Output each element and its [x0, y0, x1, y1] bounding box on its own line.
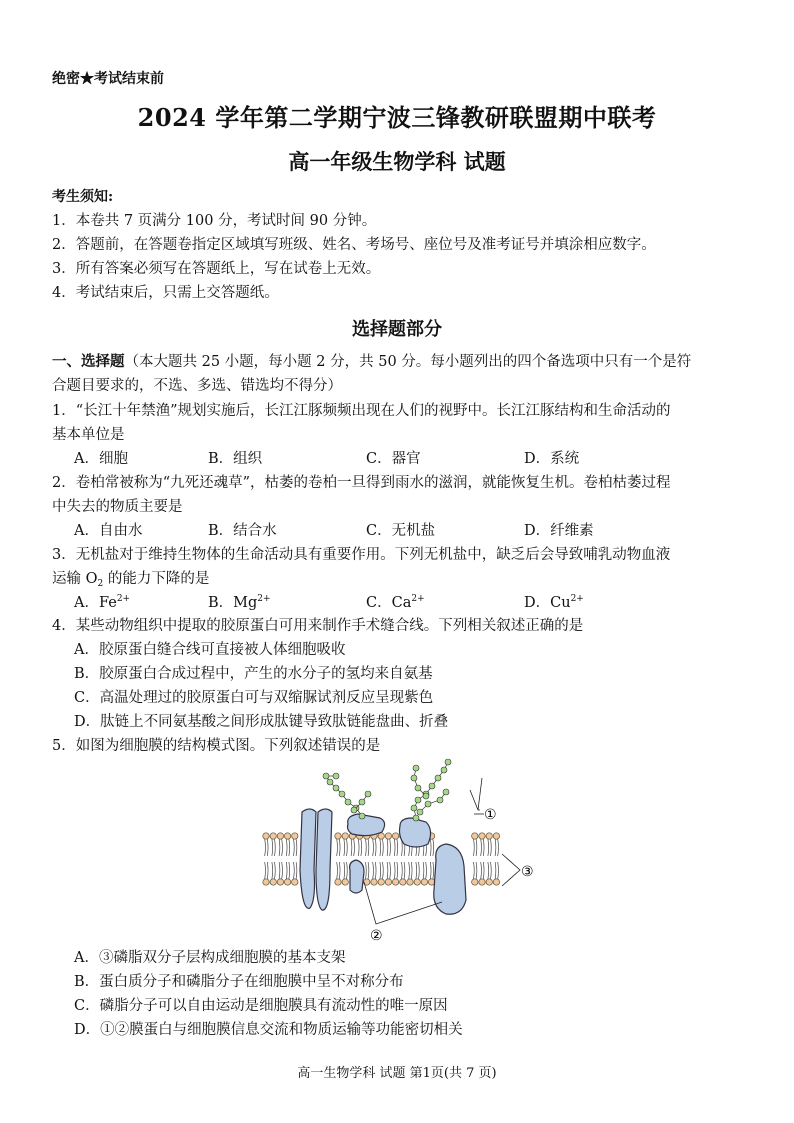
- q3-option-d: [524, 591, 584, 612]
- phospholipid-tail: [416, 862, 417, 879]
- sugar-bead: [333, 773, 339, 779]
- phospholipid-head: [335, 879, 341, 885]
- q1-option-d: D．系统: [524, 451, 580, 467]
- channel-protein-right: [316, 809, 332, 910]
- sugar-bead: [437, 797, 443, 803]
- phospholipid-head: [392, 833, 398, 839]
- q2-option-c: C．无机盐: [366, 523, 436, 539]
- q2-option-b: B．结合水: [208, 523, 277, 539]
- notice-item: 4．考试结束后，只需上交答题纸。: [52, 285, 279, 301]
- phospholipid-tail: [474, 839, 475, 856]
- q1-option-c: C．器官: [366, 451, 421, 467]
- sugar-bead: [423, 793, 429, 799]
- sugar-bead: [333, 785, 339, 791]
- phospholipid-tail: [409, 862, 410, 879]
- embedded-protein-2: [350, 860, 364, 893]
- q5-option-d: D．①②膜蛋白与细胞膜信息交流和物质运输等功能密切相关: [74, 1022, 463, 1038]
- q3-option-a-charge: 2+: [116, 594, 131, 604]
- section-title: 选择题部分: [352, 319, 442, 340]
- phospholipid-tail: [404, 862, 405, 879]
- phospholipid-tail: [397, 862, 398, 879]
- q5-option-c: C．磷脂分子可以自由运动是细胞膜具有流动性的唯一原因: [74, 998, 448, 1014]
- phospholipid-tail: [498, 862, 499, 879]
- phospholipid-tail: [394, 839, 395, 856]
- sugar-bead: [411, 805, 417, 811]
- phospholipid-tail: [483, 839, 484, 856]
- q3-option-a: [74, 591, 130, 612]
- phospholipid-tail: [344, 839, 345, 856]
- phospholipid-tail: [294, 862, 295, 879]
- phospholipid-tail: [387, 862, 388, 879]
- label-line-1: [470, 778, 482, 810]
- phospholipid-tail: [433, 839, 434, 856]
- q4-option-a: A．胶原蛋白缝合线可直接被人体细胞吸收: [74, 642, 346, 658]
- notice-heading: 考生须知:: [52, 189, 114, 205]
- phospholipid-tail: [275, 862, 276, 879]
- phospholipid-head: [270, 833, 276, 839]
- phospholipid-tail: [366, 839, 367, 856]
- cell-membrane-diagram: [250, 750, 550, 945]
- glycocalyx-chains: [323, 759, 451, 821]
- exam-subtitle: 高一年级生物学科 试题: [288, 149, 506, 174]
- phospholipid-head: [486, 833, 492, 839]
- q3-option-b-label: B．Mg: [208, 595, 258, 611]
- phospholipid-tail: [347, 862, 348, 879]
- phospholipid-tail: [337, 862, 338, 879]
- secret-label: 绝密★考试结束前: [52, 71, 164, 87]
- phospholipid-tail: [265, 862, 266, 879]
- part1-instruction: [52, 350, 691, 371]
- phospholipid-tail: [296, 862, 297, 879]
- q2-options: [0, 519, 794, 539]
- notice-item: 2．答题前，在答题卷指定区域填写班级、姓名、考场号、座位号及准考证号并填涂相应数字。: [52, 237, 656, 253]
- q3-option-b-charge: 2+: [257, 594, 271, 604]
- phospholipid-head: [342, 879, 348, 885]
- q2-option-a: A．自由水: [74, 523, 143, 539]
- q3-option-c: [366, 591, 425, 612]
- phospholipid-tail: [358, 839, 359, 856]
- q4-option-b: B．胶原蛋白合成过程中，产生的水分子的氢均来自氨基: [74, 666, 433, 682]
- sugar-bead: [359, 799, 365, 805]
- phospholipid-tail: [380, 839, 381, 856]
- phospholipid-tail: [402, 862, 403, 879]
- phospholipid-tail: [289, 839, 290, 856]
- phospholipid-tail: [368, 839, 369, 856]
- phospholipid-tail: [491, 862, 492, 879]
- q5-option-a: A．③磷脂双分子层构成细胞膜的基本支架: [74, 950, 346, 966]
- phospholipid-head: [284, 833, 290, 839]
- phospholipid-tail: [426, 862, 427, 879]
- q1-option-a: A．细胞: [74, 451, 128, 467]
- q4-option-d: D．肽链上不同氨基酸之间形成肽键导致肽链能盘曲、折叠: [74, 714, 449, 730]
- phospholipid-head: [371, 879, 377, 885]
- q2-stem-cont: 中失去的物质主要是: [52, 499, 183, 515]
- phospholipid-tail: [481, 839, 482, 856]
- q3-option-a-label: A．Fe: [74, 595, 117, 611]
- sugar-bead: [365, 791, 371, 797]
- phospholipid-tail: [272, 839, 273, 856]
- phospholipid-head: [493, 833, 499, 839]
- phospholipid-head: [472, 833, 478, 839]
- phospholipid-tail: [394, 862, 395, 879]
- q5-option-b: B．蛋白质分子和磷脂分子在细胞膜中呈不对称分布: [74, 974, 404, 990]
- phospholipid-tail: [361, 839, 362, 856]
- phospholipid-head: [385, 833, 391, 839]
- phospholipid-tail: [286, 862, 287, 879]
- phospholipid-tail: [383, 862, 384, 879]
- phospholipid-head: [472, 879, 478, 885]
- phospholipid-head: [378, 879, 384, 885]
- phospholipid-tail: [483, 862, 484, 879]
- phospholipid-head: [284, 879, 290, 885]
- phospholipid-tail: [411, 862, 412, 879]
- phospholipid-head: [335, 833, 341, 839]
- phospholipid-tail: [390, 862, 391, 879]
- label-line-2: [364, 882, 442, 924]
- sugar-bead: [413, 765, 419, 771]
- sugar-bead: [359, 813, 365, 819]
- phospholipid-head: [263, 879, 269, 885]
- sugar-bead: [417, 809, 423, 815]
- transmembrane-protein: [434, 844, 466, 914]
- phospholipid-tail: [474, 862, 475, 879]
- q1-options: [0, 447, 794, 467]
- part1-instruction-text: （本大题共 25 小题，每小题 2 分，共 50 分。每小题列出的四个备选项中只有一个是符: [124, 354, 692, 370]
- sugar-bead: [415, 785, 421, 791]
- glycoprotein-left: [348, 814, 385, 836]
- sugar-bead: [327, 779, 333, 785]
- q3-option-b: [208, 591, 271, 612]
- q3-stem-post: 的能力下降的是: [103, 571, 210, 587]
- q3-options: [0, 591, 794, 611]
- phospholipid-tail: [430, 839, 431, 856]
- sugar-bead: [323, 773, 329, 779]
- q3-option-c-label: C．Ca: [366, 595, 412, 611]
- page-footer: 高一生物学科 试题 第1页(共 7 页): [297, 1066, 497, 1081]
- sugar-bead: [425, 801, 431, 807]
- part1-instruction-cont: 合题目要求的，不选、多选、错选均不得分）: [52, 378, 342, 394]
- phospholipid-head: [292, 879, 298, 885]
- phospholipid-tail: [433, 862, 434, 879]
- phospholipid-tail: [289, 862, 290, 879]
- phospholipid-head: [392, 879, 398, 885]
- phospholipid-tail: [275, 839, 276, 856]
- phospholipid-head: [493, 879, 499, 885]
- phospholipid-head: [479, 833, 485, 839]
- exam-title: 2024 学年第二学期宁波三锋教研联盟期中联考: [137, 103, 657, 132]
- phospholipid-tail: [375, 862, 376, 879]
- phospholipid-tail: [498, 839, 499, 856]
- phospholipid-head: [270, 879, 276, 885]
- phospholipid-head: [277, 833, 283, 839]
- figure-label-1: ①: [484, 807, 497, 823]
- phospholipid-head: [342, 833, 348, 839]
- q4-stem: 4．某些动物组织中提取的胶原蛋白可用来制作手术缝合线。下列相关叙述正确的是: [52, 618, 584, 634]
- phospholipid-tail: [476, 839, 477, 856]
- q3-option-d-charge: 2+: [570, 594, 584, 604]
- glycoprotein-right: [400, 818, 431, 847]
- part1-lead: 一、选择题: [52, 353, 125, 370]
- phospholipid-head: [400, 879, 406, 885]
- phospholipid-tail: [488, 839, 489, 856]
- phospholipid-tail: [282, 862, 283, 879]
- phospholipid-head: [486, 879, 492, 885]
- sugar-bead: [435, 775, 441, 781]
- channel-protein-left: [300, 809, 316, 908]
- phospholipid-tail: [339, 839, 340, 856]
- phospholipid-tail: [491, 839, 492, 856]
- phospholipid-tail: [282, 839, 283, 856]
- sugar-bead: [445, 759, 451, 765]
- phospholipid-tail: [351, 839, 352, 856]
- phospholipid-tail: [423, 862, 424, 879]
- phospholipid-tail: [495, 839, 496, 856]
- q3-option-d-label: D．Cu: [524, 595, 571, 611]
- q3-option-c-charge: 2+: [411, 594, 425, 604]
- figure-label-3: ③: [521, 864, 534, 880]
- phospholipid-tail: [296, 839, 297, 856]
- q5-stem: 5．如图为细胞膜的结构模式图。下列叙述错误的是: [52, 738, 381, 754]
- phospholipid-tail: [387, 839, 388, 856]
- notice-item: 1．本卷共 7 页满分 100 分，考试时间 90 分钟。: [52, 213, 377, 229]
- phospholipid-tail: [373, 862, 374, 879]
- q2-stem: 2．卷柏常被称为“九死还魂草”，枯萎的卷柏一旦得到雨水的滋润，就能恢复生机。卷柏枯萎过程: [52, 475, 671, 491]
- phospholipid-tail: [337, 839, 338, 856]
- label-line-3: [502, 854, 520, 886]
- phospholipid-tail: [476, 862, 477, 879]
- q1-stem: 1．“长江十年禁渔”规划实施后，长江江豚频频出现在人们的视野中。长江江豚结构和生命活动的: [52, 403, 671, 419]
- q4-option-c: C．高温处理过的胶原蛋白可与双缩脲试剂反应呈现紫色: [74, 690, 434, 706]
- q2-option-d: D．纤维素: [524, 523, 594, 539]
- phospholipid-tail: [267, 839, 268, 856]
- q3-stem-sub: 2: [97, 579, 104, 589]
- q3-stem-cont: [52, 567, 209, 588]
- sugar-bead: [351, 807, 357, 813]
- phospholipid-tail: [354, 839, 355, 856]
- phospholipid-head: [414, 879, 420, 885]
- phospholipid-outer-layer: [263, 833, 500, 856]
- phospholipid-tail: [419, 862, 420, 879]
- phospholipid-tail: [390, 839, 391, 856]
- phospholipid-tail: [294, 839, 295, 856]
- sugar-bead: [345, 799, 351, 805]
- phospholipid-tail: [339, 862, 340, 879]
- phospholipid-head: [421, 879, 427, 885]
- notice-item: 3．所有答案必须写在答题纸上，写在试卷上无效。: [52, 261, 381, 277]
- phospholipid-head: [407, 879, 413, 885]
- phospholipid-tail: [344, 862, 345, 879]
- phospholipid-tail: [366, 862, 367, 879]
- phospholipid-tail: [380, 862, 381, 879]
- phospholipid-tail: [279, 862, 280, 879]
- phospholipid-tail: [267, 862, 268, 879]
- figure-label-2: ②: [370, 928, 383, 944]
- phospholipid-tail: [488, 862, 489, 879]
- phospholipid-tail: [495, 862, 496, 879]
- phospholipid-tail: [481, 862, 482, 879]
- phospholipid-tail: [272, 862, 273, 879]
- sugar-bead: [415, 797, 421, 803]
- phospholipid-head: [263, 833, 269, 839]
- phospholipid-head: [385, 879, 391, 885]
- phospholipid-tail: [383, 839, 384, 856]
- q1-stem-cont: 基本单位是: [52, 427, 125, 443]
- phospholipid-tail: [279, 839, 280, 856]
- sugar-bead: [413, 815, 419, 821]
- phospholipid-head: [277, 879, 283, 885]
- phospholipid-tail: [368, 862, 369, 879]
- phospholipid-tail: [265, 839, 266, 856]
- phospholipid-tail: [373, 839, 374, 856]
- q3-stem-pre: 运输 O: [52, 571, 98, 587]
- phospholipid-head: [292, 833, 298, 839]
- phospholipid-tail: [347, 839, 348, 856]
- q1-option-b: B．组织: [208, 451, 263, 467]
- sugar-bead: [443, 789, 449, 795]
- phospholipid-tail: [375, 839, 376, 856]
- phospholipid-tail: [430, 862, 431, 879]
- phospholipid-tail: [286, 839, 287, 856]
- sugar-bead: [429, 783, 435, 789]
- phospholipid-head: [479, 879, 485, 885]
- sugar-bead: [339, 791, 345, 797]
- sugar-bead: [441, 767, 447, 773]
- sugar-bead: [411, 775, 417, 781]
- phospholipid-tail: [397, 839, 398, 856]
- q3-stem: 3．无机盐对于维持生物体的生命活动具有重要作用。下列无机盐中，缺乏后会导致哺乳动物血液: [52, 547, 671, 563]
